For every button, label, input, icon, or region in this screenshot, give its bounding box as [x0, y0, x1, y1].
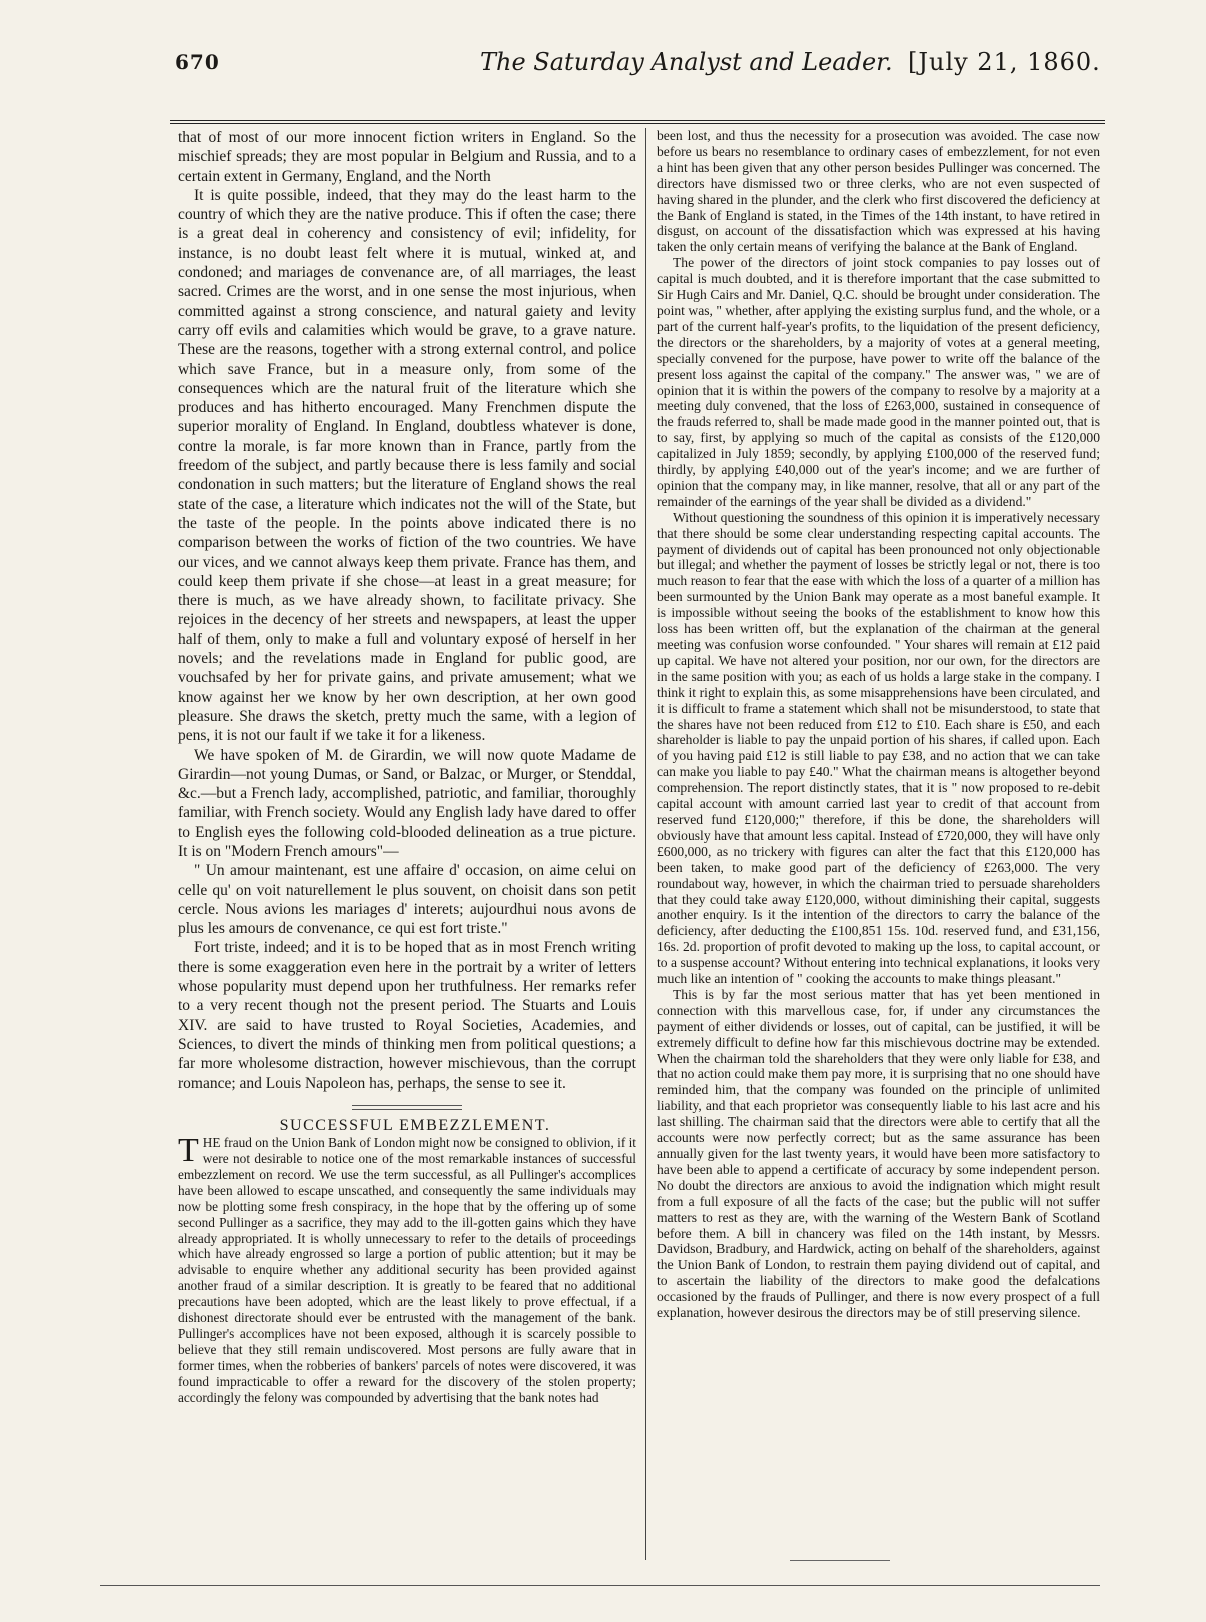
paragraph: The power of the directors of joint stock companies to pay losses out of capital is much doubted, and it is therefore important that the case submitted to Sir Hugh Cairs and Mr. Daniel, Q.C. should be brought under consideration. The point was, " whether, after applying the existing surplus fund, and the whole, or a part of the current half-year's profits, to the liquidation of the present deficiency, the directors or the shareholders, by a majority of votes at a general meeting, specially convened for the purpose, have power to write off the balance of the present loss against the capital of the company." The answer was, " we are of opinion that it is within the powers of the company to resolve by a majority at a meeting duly convened, that the loss of £263,000, sustained in consequence of the frauds referred to, shall be made made good in the manner pointed out, that is to say, first, by applying so much of the capital as consists of the £120,000 capitalized in July 1859; secondly, by applying £100,000 of the reserved fund; thirdly, by applying £40,000 out of the year's income; and we are further of opinion that the company may, in like manner, resolve, that all or any part of the remainder of the earnings of the year shall be divided as a dividend." — [657, 255, 1100, 509]
quotation: " Un amour maintenant, est une affaire d' occasion, on aime celui on celle qu' on voit naturellement le plus souvent, on choisit dans son petit cercle. Nous avions les mariages d' interets; aujourdhui nous avons de plus les amours de convenance, ce qui est fort triste." — [178, 862, 636, 938]
article-title: SUCCESSFUL EMBEZZLEMENT. — [279, 1116, 551, 1134]
paragraph: been lost, and thus the necessity for a prosecution was avoided. The case now before us bears no resemblance to ordinary cases of embezzlement, for not even a hint has been given that any other person besides Pullinger was concerned. The directors have dismissed two or three clerks, who are not even suspected of having shared in the plunder, and the clerk who first discovered the deficiency at the Bank of England is stated, in the Times of the 14th instant, to have retired in disgust, on account of the dissatisfaction which was expressed at his having taken the only certain means of verifying the balance at the Bank of England. — [657, 128, 1100, 255]
paragraph: It is quite possible, indeed, that they may do the least harm to the country of which they are the native produce. This if often the case; there is a great deal in coherency and consistency of evil; infidelity, for instance, is no doubt least felt where it is mutual, winked at, and condoned; and mariages de convenance are, of all marriages, the least sacred. Crimes are the worst, and in one sense the most injurious, when committed against a strong conscience, and natural gaiety and levity carry off evils and calamities which would be grave, to a grave nature. These are the reasons, together with a strong external control, and police which save France, but in a measure only, from some of the consequences which are the natural fruit of the literature which she produces and has hitherto encouraged. Many Frenchmen dispute the superior morality of England. In England, doubtless whatever is done, contre la morale, is far more known than in France, partly from the freedom of the subject, and partly because there is less family and social condonation in such matters; but the literature of England shows the real state of the case, a literature which indicates not the will of the State, but the taste of the people. In the points above indicated there is no comparison between the works of fiction of the two countries. We have our vices, and we cannot always keep them private. France has them, and could keep them private if she chose—at least in a great measure; for there is much, as we have already shown, to facilitate privacy. She rejoices in the decency of her streets and newspapers, at least the upper half of them, only to make a full and voluntary exposé of herself in her novels; and the revelations made in England for public good, are vouchsafed by her for private gains, and private amusement; what we know against her we know by her own description, at her own good pleasure. She draws the sketch, pretty much the same, with a legion of pens, it is not our fault if we take it for a likeness. — [178, 186, 636, 745]
paragraph: Without questioning the soundness of this opinion it is imperatively necessary that there should be some clear understanding respecting capital accounts. The payment of dividends out of capital has been pronounced not only objectionable but illegal; and whether the payment of losses be strictly legal or not, there is too much reason to fear that the ease with which the loss of a quarter of a million has been surmounted by the Union Bank may operate as a most baneful example. It is impossible without seeing the books of the establishment to know how this loss has been written off, but the explanation of the chairman at the general meeting was confusion worse confounded. " Your shares will remain at £12 paid up capital. We have not altered your position, nor our own, for the directors are in the same position with you; as each of us holds a large stake in the company. I think it right to explain this, as some misapprehensions have been circulated, and it is difficult to frame a statement which shall not be misunderstood, to state that the shares have not been reduced from £12 to £10. Each share is £50, and each shareholder is liable to pay the unpaid portion of his shares, if called upon. Each of you having paid £12 is still liable to pay £38, and no action that we can take can make you liable to pay £40." What the chairman means is altogether beyond comprehension. The report distinctly states, that it is " now proposed to re-debit capital account with amount carried last year to credit of that account from reserved fund £120,000;" therefore, if this be done, the shareholders will obviously have that amount less capital. Instead of £720,000, they will have only £600,000, as no trickery with figures can alter the fact that this £120,000 has been taken, to make good part of the deficiency of £263,000. The very roundabout way, however, in which the chairman tried to persuade shareholders that they could take away £120,000, without diminishing their capital, suggests another enquiry. Is it the intention of the directors to carry the balance of the deficiency, after deducting the £100,851 15s. 10d. reserved fund, and £31,156, 16s. 2d. proportion of profit devoted to making up the loss, to capital account, or to a suspense account? Without entering into technical explanations, it looks very much like an intention of " cooking the accounts to make things pleasant." — [657, 509, 1100, 987]
footer-rule — [100, 1585, 1100, 1586]
left-column — [178, 128, 636, 1406]
page-number: 670 — [175, 50, 220, 74]
paragraph: that of most of our more innocent fiction writers in England. So the mischief spreads; they are most popular in Belgium and Russia, and to a certain extent in Germany, England, and the North — [178, 129, 636, 185]
article-text: HE fraud on the Union Bank of London might now be consigned to oblivion, if it were not desirable to notice one of the most remarkable instances of successful embezzlement on record. We use the term successful, as all Pullinger's accomplices have been allowed to escape unscathed, and consequently the same individuals may now be plotting some fresh conspiracy, in the hope that by the offering up of some second Pullinger as a sacrifice, they may add to the ill-gotten gains which they have already appropriated. It is wholly unnecessary to refer to the details of proceedings which have already engrossed so large a portion of public attention; but it may be advisable to enquire whether any additional security has been provided against another fraud of a similar description. It is greatly to be feared that no additional precautions have been adopted, which are the least likely to prove effectual, if a dishonest directorate should ever be entrusted with the management of the bank. Pullinger's accomplices have not been exposed, although it is scarcely possible to believe that they still remain undiscovered. Most persons are fully aware that in former times, when the robberies of bankers' parcels of notes were discovered, it was found impracticable to offer a reward for the discovery of the stolen property; accordingly the felony was compounded by advertising that the bank notes had — [178, 1135, 636, 1405]
paragraph: We have spoken of M. de Girardin, we will now quote Madame de Girardin—not young Dumas, or Sand, or Balzac, or Murger, or Stenddal, &c.—but a French lady, accomplished, patriotic, and familiar, thoroughly familiar, with French society. Would any English lady have dared to offer to English eyes the following cold-blooded delineation as a true picture. It is on "Modern French amours"— — [178, 746, 636, 860]
drop-cap: T — [178, 1132, 199, 1170]
paragraph: This is by far the most serious matter that has yet been mentioned in connection with this marvellous case, for, if under any circumstances the payment of either dividends or losses, out of capital, can be justified, it will be extremely difficult to define how far this mischievous doctrine may be extended. When the chairman told the shareholders that they were only liable for £38, and that no action could make them pay more, it is surprising that no one should have reminded him, that the company was founded on the principle of unlimited liability, and that each proprietor was consequently liable to his last acre and his last shilling. The chairman said that the directors were able to certify that all the accounts were now perfectly correct; but as the same assurance has been annually given for the last twenty years, it would have been more satisfactory to have been able to append a certificate of accuracy by some independent person. No doubt the directors are anxious to avoid the indignation which might result from a full exposure of all the facts of the case; but the public will not suffer matters to rest as they are, with the warning of the Western Bank of Scotland before them. A bill in chancery was filed on the 14th instant, by Messrs. Davidson, Bradbury, and Hardwick, acting on behalf of the shareholders, against the Union Bank of London, to restrain them paying dividend out of capital, and to ascertain the liability of the directors to make good the defalcations occasioned by the frauds of Pullinger, and there is now every prospect of a full explanation, however desirous the directors may be of still preserving silence. — [657, 986, 1100, 1321]
page-header — [0, 44, 1206, 84]
column-divider — [645, 128, 646, 1560]
right-column — [657, 128, 1100, 1321]
paragraph: Fort triste, indeed; and it is to be hoped that as in most French writing there is some exaggeration even here in the portrait by a writer of letters whose popularity must depend upon her truthfulness. Her remarks refer to a very recent though not the present period. The Stuarts and Louis XIV. are said to have trusted to Royal Societies, Academies, and Sciences, to divert the minds of thinking men from political questions; a far more wholesome distraction, however mischievous, than the corrupt romance; and Louis Napoleon has, perhaps, the sense to see it. — [178, 939, 636, 1092]
header-rule — [170, 120, 1105, 124]
article-body — [178, 1132, 636, 1405]
publication-title: The Saturday Analyst and Leader. — [480, 48, 893, 76]
section-ornament — [352, 1105, 462, 1110]
end-ornament — [790, 1560, 890, 1564]
issue-date: [July 21, 1860. — [908, 48, 1101, 76]
